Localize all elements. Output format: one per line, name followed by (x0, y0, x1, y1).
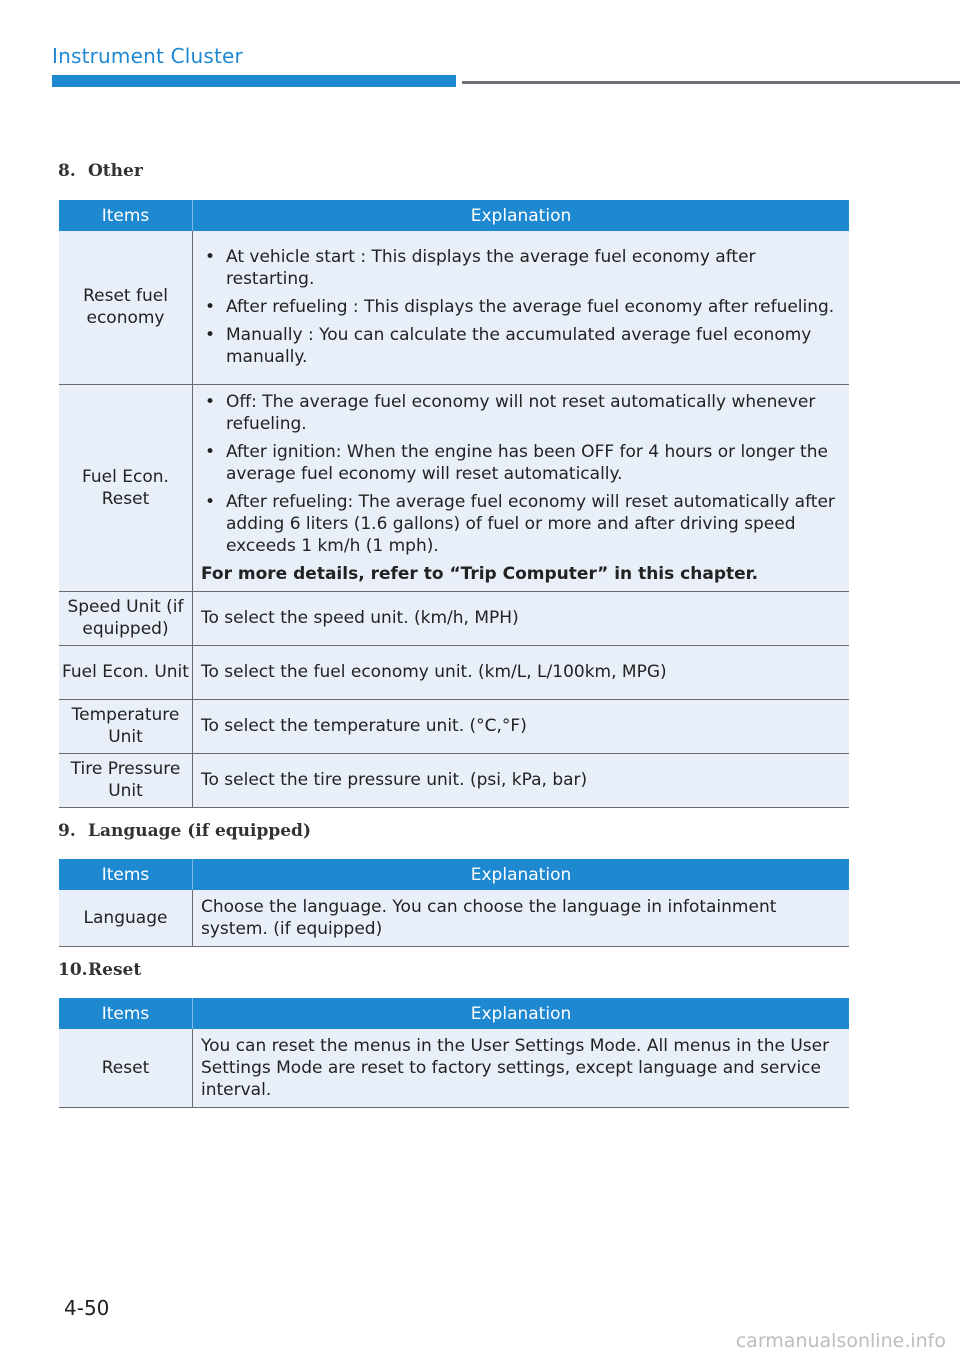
row-item-tire-pressure-unit: Tire Pressure Unit (59, 753, 193, 807)
table-header-row (59, 859, 849, 890)
reset-table (59, 998, 849, 1108)
column-header-explanation: Explanation (193, 859, 850, 890)
section-heading-reset (58, 960, 141, 980)
table-row (59, 231, 849, 384)
language-table (59, 859, 849, 947)
section-number: 9. (58, 821, 76, 841)
list-item: • After refueling: The average fuel economy will reset automatically after adding 6 liters (1.6 gallons) of fuel or more and after driving speed exceeds 1 km/h (1 mph). (201, 491, 841, 557)
row-item-reset: Reset (59, 1029, 193, 1108)
column-header-explanation: Explanation (193, 998, 850, 1029)
table-row (59, 591, 849, 645)
column-header-items: Items (59, 200, 193, 231)
section-heading-other (58, 161, 143, 181)
row-explanation: Choose the language. You can choose the language in infotainment system. (if equipped) (193, 890, 850, 947)
table-header-row (59, 998, 849, 1029)
header-accent-bar (52, 75, 456, 87)
column-header-items: Items (59, 998, 193, 1029)
section-number: 8. (58, 161, 76, 181)
bullet-list (201, 391, 841, 557)
table-row (59, 1029, 849, 1108)
list-item: • After ignition: When the engine has been OFF for 4 hours or longer the average fuel economy will reset automatically. (201, 441, 841, 485)
watermark: carmanualsonline.info (735, 1330, 946, 1352)
section-title: Language (if equipped) (88, 821, 311, 841)
row-explanation: To select the temperature unit. (°C,°F) (193, 699, 850, 753)
section-title: Reset (88, 960, 142, 980)
row-explanation: To select the speed unit. (km/h, MPH) (193, 591, 850, 645)
table-row (59, 645, 849, 699)
row-item-temperature-unit: Temperature Unit (59, 699, 193, 753)
list-item: • Manually : You can calculate the accumulated average fuel economy manually. (201, 324, 841, 368)
section-number: 10. (58, 960, 88, 980)
row-item-speed-unit: Speed Unit (if equipped) (59, 591, 193, 645)
list-item: • After refueling : This displays the average fuel economy after refueling. (201, 296, 841, 318)
section-title: Other (88, 161, 143, 181)
row-explanation: To select the fuel economy unit. (km/L, L/100km, MPG) (193, 645, 850, 699)
table-row (59, 699, 849, 753)
page-number: 4-50 (64, 1296, 110, 1320)
column-header-explanation: Explanation (193, 200, 850, 231)
row-explanation: You can reset the menus in the User Settings Mode. All menus in the User Settings Mode are reset to factory settings, except language and service interval. (193, 1029, 850, 1108)
row-explanation (193, 384, 850, 591)
bullet-list (201, 246, 841, 368)
row-item-language: Language (59, 890, 193, 947)
row-item-fuel-econ-reset: Fuel Econ. Reset (59, 384, 193, 591)
other-settings-table (59, 200, 849, 808)
table-row (59, 384, 849, 591)
list-item: • Off: The average fuel economy will not reset automatically whenever refueling. (201, 391, 841, 435)
section-heading-language (58, 821, 311, 841)
row-item-fuel-econ-unit: Fuel Econ. Unit (59, 645, 193, 699)
row-explanation (193, 231, 850, 384)
trip-computer-reference-note: For more details, refer to “Trip Computer” in this chapter. (201, 563, 759, 584)
row-explanation: To select the tire pressure unit. (psi, kPa, bar) (193, 753, 850, 807)
header-rule (462, 81, 960, 84)
chapter-title: Instrument Cluster (52, 44, 243, 68)
table-header-row (59, 200, 849, 231)
row-item-reset-fuel-economy: Reset fuel economy (59, 231, 193, 384)
list-item: • At vehicle start : This displays the average fuel economy after restarting. (201, 246, 841, 290)
table-row (59, 753, 849, 807)
column-header-items: Items (59, 859, 193, 890)
table-row (59, 890, 849, 947)
